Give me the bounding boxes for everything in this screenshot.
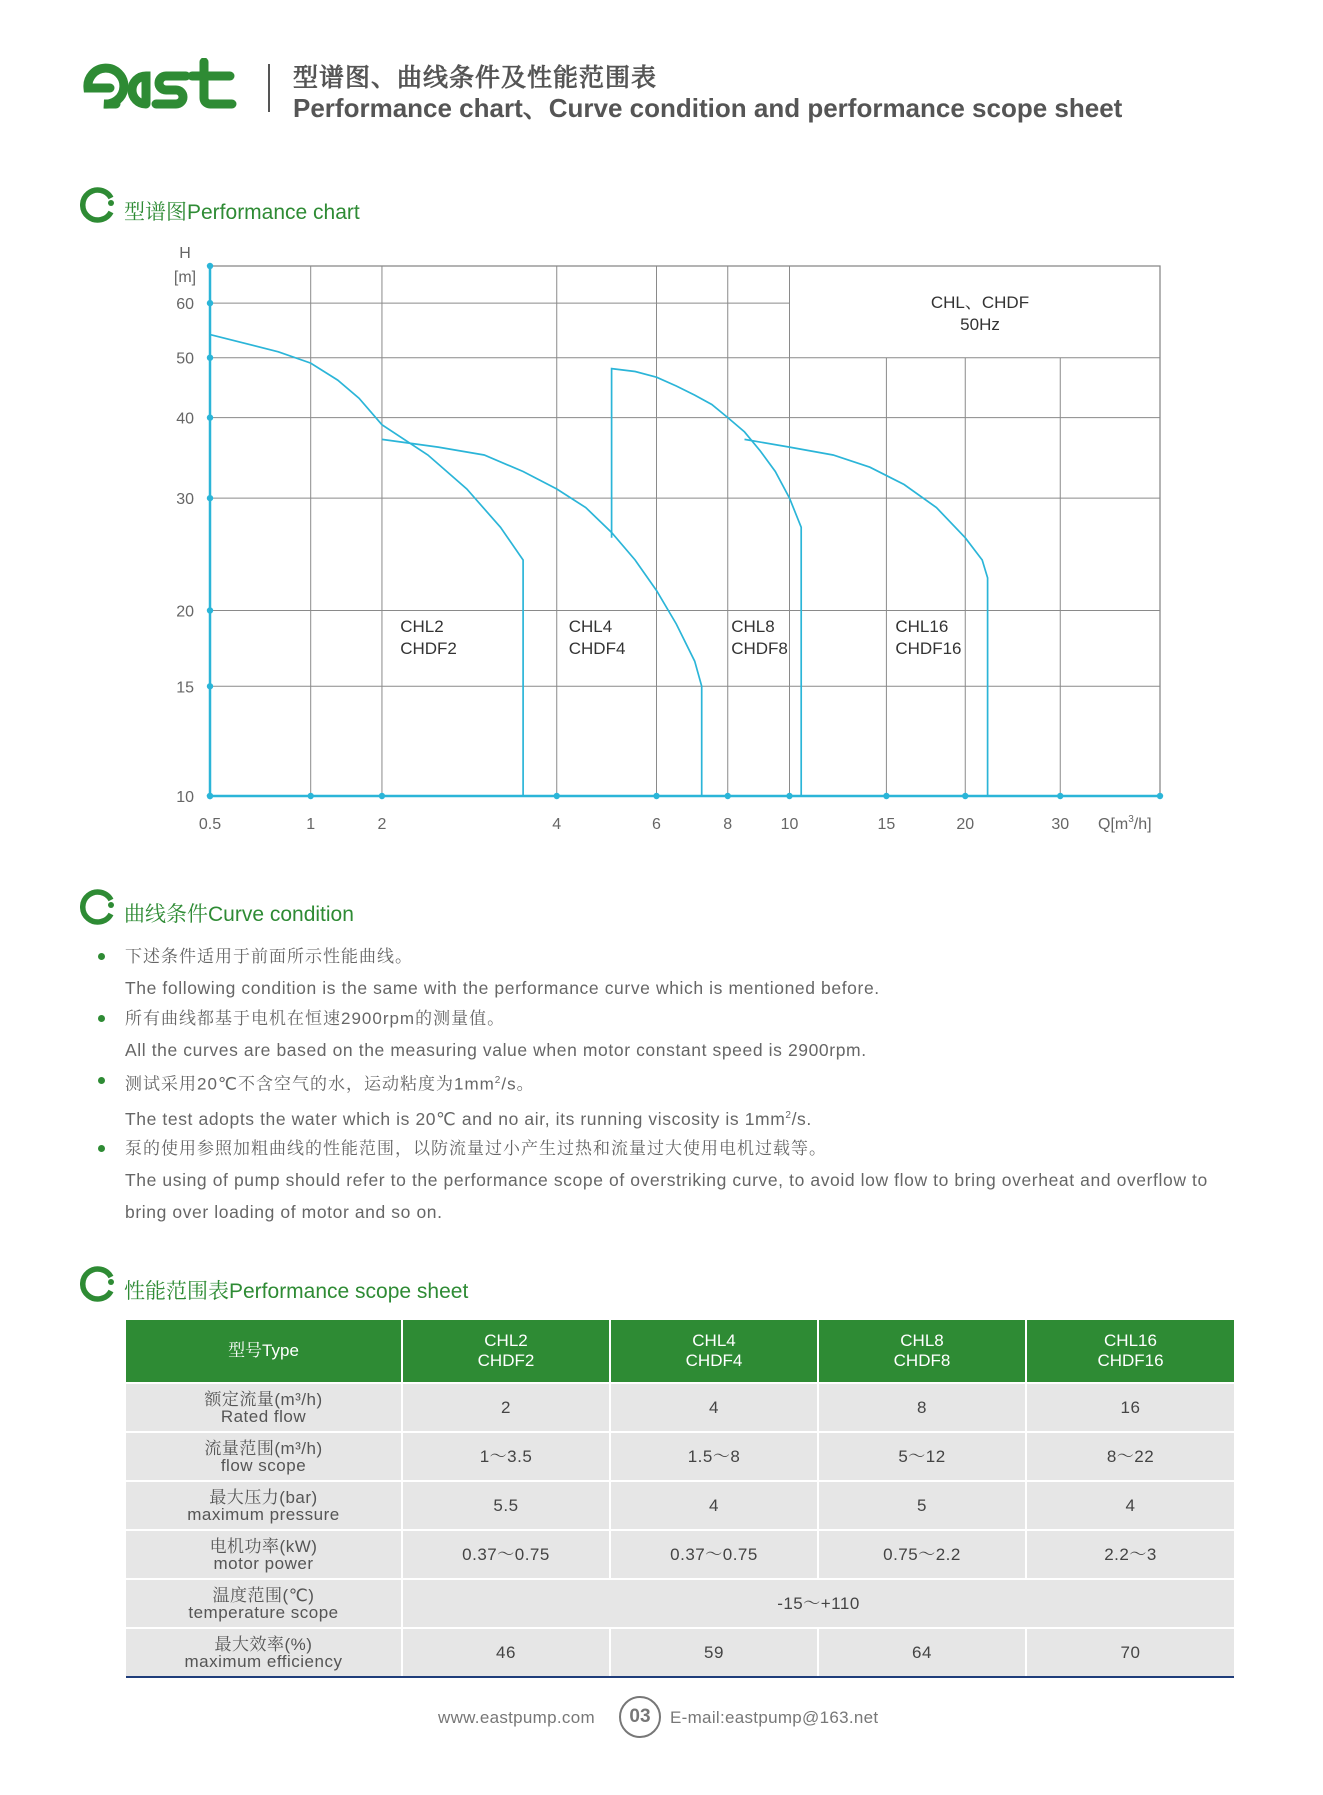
header-separator: [268, 64, 270, 112]
condition-item: [125, 1004, 1245, 1066]
header-title-cn: 型谱图、曲线条件及性能范围表: [293, 64, 658, 92]
table-cell: 1.5～8: [610, 1432, 818, 1481]
east-logo: [80, 58, 240, 114]
condition-en: The using of pump should refer to the performance scope of overstriking curve, to avoid low flow to bring overheat and overflow to bring over loading of motor and so on.: [125, 1170, 1208, 1223]
plot-frame: [210, 266, 1160, 796]
row-header: 流量范围(m³/h) flow scope: [126, 1432, 402, 1481]
y-tick-dot: [207, 263, 213, 269]
table-header-row: [126, 1320, 1234, 1383]
table-cell: 70: [1026, 1628, 1234, 1677]
condition-item: [125, 942, 1245, 1004]
table-cell: 46: [402, 1628, 610, 1677]
series-label: CHL2: [400, 617, 444, 637]
table-row: [126, 1481, 1234, 1530]
performance-curve: [612, 369, 802, 796]
table-cell: 2: [402, 1383, 610, 1432]
y-tick-dot: [207, 683, 213, 689]
table-row: [126, 1383, 1234, 1432]
x-tick-label: 20: [956, 816, 975, 833]
series-label: CHDF4: [568, 639, 626, 659]
table-cell: 0.75～2.2: [818, 1530, 1026, 1579]
condition-cn: 测试采用20℃不含空气的水，运动粘度为$1mm^2/s$。: [125, 1074, 535, 1094]
condition-en: All the curves are based on the measuring value when motor constant speed is 2900rpm.: [125, 1040, 867, 1060]
row-header: 最大压力(bar) maximum pressure: [126, 1481, 402, 1530]
model-header: CHL2 CHDF2: [402, 1320, 610, 1383]
performance-curve: [210, 335, 523, 796]
type-header: 型号Type: [126, 1320, 402, 1383]
x-tick-label: 6: [652, 816, 661, 833]
chart-subtitle: 50Hz: [960, 315, 1000, 334]
y-tick-dot: [207, 607, 213, 613]
table-cell: 2.2～3: [1026, 1530, 1234, 1579]
table-cell: 4: [610, 1481, 818, 1530]
bullet-icon: [98, 1077, 105, 1084]
table-cell: 1～3.5: [402, 1432, 610, 1481]
performance-chart: [160, 240, 1170, 860]
chart-axes: [207, 263, 1163, 799]
row-header: 温度范围(℃) temperature scope: [126, 1579, 402, 1628]
series-label: CHDF16: [895, 639, 962, 659]
x-axis-label: $Q[m^3/h]$: [1098, 814, 1152, 833]
section-title-scope: 性能范围表Performance scope sheet: [124, 1280, 469, 1303]
row-header: 额定流量(m³/h) Rated flow: [126, 1383, 402, 1432]
condition-cn: 所有曲线都基于电机在恒速2900rpm的测量值。: [125, 1009, 506, 1028]
series-label: CHL8: [731, 617, 775, 637]
x-tick-label: 2: [377, 816, 387, 833]
table-cell: 59: [610, 1628, 818, 1677]
condition-cn: 泵的使用参照加粗曲线的性能范围，以防流量过小产生过热和流量过大使用电机过载等。: [125, 1139, 827, 1159]
x-tick-label: 10: [780, 816, 799, 833]
y-tick-label: 40: [176, 410, 194, 428]
series-label: CHL16: [895, 617, 949, 637]
x-tick-label: 1: [306, 816, 316, 833]
x-tick-dot: [883, 793, 889, 799]
y-axis-label: H: [179, 245, 191, 262]
table-cell: 8～22: [1026, 1432, 1234, 1481]
x-tick-dot: [308, 793, 314, 799]
x-tick-label: 15: [877, 816, 896, 833]
condition-cn: 下述条件适用于前面所示性能曲线。: [125, 947, 413, 966]
y-tick-dot: [207, 354, 213, 360]
condition-item: [125, 1134, 1245, 1228]
model-header: CHL16 CHDF16: [1026, 1320, 1234, 1383]
y-tick-label: 60: [176, 296, 194, 314]
x-tick-dot: [962, 793, 968, 799]
x-tick-label: 4: [552, 816, 562, 833]
table-row: [126, 1530, 1234, 1579]
table-row: [126, 1628, 1234, 1677]
x-tick-label: 0.5: [198, 816, 222, 833]
x-tick-dot: [725, 793, 731, 799]
y-tick-label: 15: [176, 679, 194, 697]
page-number: 03: [619, 1696, 661, 1738]
section-title-chart: 型谱图Performance chart: [124, 201, 360, 224]
table-cell: 4: [1026, 1481, 1234, 1530]
table-row: [126, 1432, 1234, 1481]
footer-email[interactable]: E-mail:eastpump@163.net: [670, 1708, 879, 1727]
condition-en: The following condition is the same with the performance curve which is mentioned before.: [125, 978, 880, 998]
condition-item: [125, 1066, 1245, 1134]
x-tick-dot: [379, 793, 385, 799]
x-tick-dot: [554, 793, 560, 799]
x-tick-dot: [1157, 793, 1163, 799]
bullet-icon: [98, 1145, 105, 1152]
header-title-en: Performance chart、Curve condition and performance scope sheet: [293, 93, 1123, 123]
x-tick-label: 8: [723, 816, 733, 833]
section-arc-icon: [80, 186, 118, 224]
y-tick-label: 10: [176, 789, 194, 806]
x-tick-label: 30: [1051, 816, 1070, 833]
model-header: CHL8 CHDF8: [818, 1320, 1026, 1383]
table-cell: 5.5: [402, 1481, 610, 1530]
table-cell: 4: [610, 1383, 818, 1432]
y-tick-dot: [207, 300, 213, 306]
row-header: 最大效率(%) maximum efficiency: [126, 1628, 402, 1677]
x-tick-dot: [653, 793, 659, 799]
table-cell: 64: [818, 1628, 1026, 1677]
x-tick-dot: [786, 793, 792, 799]
bullet-icon: [98, 1015, 105, 1022]
y-tick-label: 20: [176, 603, 194, 621]
x-tick-dot: [1057, 793, 1063, 799]
series-label: CHL4: [568, 617, 613, 637]
chart-title: CHL、CHDF: [930, 293, 1030, 312]
x-tick-dot: [207, 793, 213, 799]
condition-en: The test adopts the water which is 20℃ and no air, its running viscosity is $1mm^2/s$.: [125, 1108, 812, 1129]
performance-curve: [745, 439, 988, 796]
row-header: 电机功率(kW) motor power: [126, 1530, 402, 1579]
section-title-condition: 曲线条件Curve condition: [124, 903, 354, 926]
y-tick-label: 30: [176, 491, 194, 509]
table-cell: 16: [1026, 1383, 1234, 1432]
y-tick-dot: [207, 495, 213, 501]
condition-list: [125, 942, 1245, 1228]
chart-curves: [210, 335, 988, 796]
chart-labels: [174, 245, 1152, 833]
table-cell: 0.37～0.75: [402, 1530, 610, 1579]
footer-website[interactable]: www.eastpump.com: [438, 1708, 595, 1727]
y-tick-label: 50: [176, 350, 194, 368]
model-header: CHL4 CHDF4: [610, 1320, 818, 1383]
series-label: CHDF8: [731, 639, 788, 659]
table-cell-merged: -15～+110: [402, 1579, 1234, 1628]
section-arc-icon: [80, 1265, 118, 1303]
table-cell: 8: [818, 1383, 1026, 1432]
bullet-icon: [98, 953, 105, 960]
performance-scope-table: [126, 1320, 1234, 1678]
y-tick-dot: [207, 414, 213, 420]
table-cell: 0.37～0.75: [610, 1530, 818, 1579]
table-cell: 5～12: [818, 1432, 1026, 1481]
table-cell: 5: [818, 1481, 1026, 1530]
y-axis-unit: [m]: [173, 269, 197, 286]
table-row: [126, 1579, 1234, 1628]
chart-grid: [210, 266, 1160, 796]
section-arc-icon: [80, 888, 118, 926]
series-label: CHDF2: [400, 639, 457, 659]
